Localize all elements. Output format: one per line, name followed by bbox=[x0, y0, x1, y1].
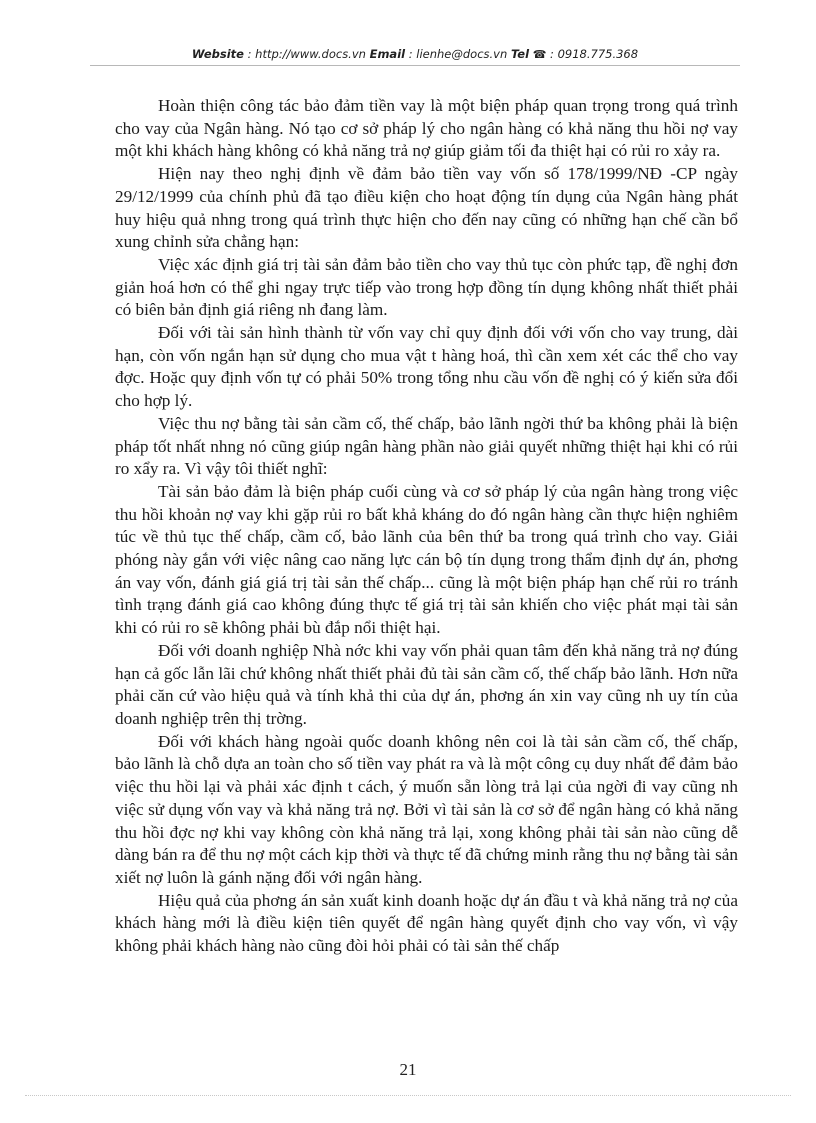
paragraph: Việc thu nợ bằng tài sản cầm cố, thế chấp, bảo lãnh ngời thứ ba không phải là biện pháp tốt nhất nhng nó cũng giúp ngân hàng phần nào giải quyết những thiệt hại khi có rủi ro xẩy ra. Vì vậy tôi thiết nghĩ: bbox=[115, 413, 738, 479]
email-address: : lienhe@docs.vn bbox=[405, 47, 511, 61]
email-label: Email bbox=[369, 47, 406, 61]
website-label: Website bbox=[191, 47, 244, 61]
paragraph: Hoàn thiện công tác bảo đảm tiền vay là một biện pháp quan trọng trong quá trình cho vay của Ngân hàng. Nó tạo cơ sở pháp lý cho ngân hàng có khả năng thu hồi nợ vay một khi khách hàng không có khả năng trả nợ giúp giảm tối đa thiệt hại có rủi ro xảy ra. bbox=[115, 96, 738, 161]
paragraph: Hiện nay theo nghị định về đảm bảo tiền vay vốn số 178/1999/NĐ -CP ngày 29/12/1999 của chính phủ đã tạo điều kiện cho hoạt động tín dụng của Ngân hàng phát huy hiệu quả nhng trong quá trình thực hiện cho đến nay cũng có những hạn chế cần bổ xung chỉnh sửa chẳng hạn: bbox=[115, 164, 738, 252]
phone-number: : 0918.775.368 bbox=[546, 47, 639, 61]
paragraph: Việc xác định giá trị tài sản đảm bảo tiền cho vay thủ tục còn phức tạp, đề nghị đơn giản hoá hơn có thể ghi ngay trực tiếp vào trong hợp đồng tín dụng không nhất thiết phải có biên bản định giá riêng nh đang làm. bbox=[115, 254, 738, 320]
phone-icon: ☎ bbox=[532, 48, 547, 61]
page-number: 21 bbox=[399, 1060, 417, 1079]
website-url: : http://www.docs.vn bbox=[243, 47, 370, 61]
paragraph: Tài sản bảo đảm là biện pháp cuối cùng và cơ sở pháp lý của ngân hàng trong việc thu hồi khoản nợ vay khi gặp rủi ro bất khả kháng do đó ngân hàng cần thực hiện nghiêm túc về thủ tục thế chấp, cầm cố, bảo lãnh của bên thứ ba trong quá trình cho vay. Giải phóng này gắn với việc nâng cao năng lực cán bộ tín dụng trong thẩm định dự án, phơng án vay vốn, đánh giá giá trị tài sản thế chấp... cũng là một biện pháp hạn chế rủi ro tránh tình trạng đánh giá cao không đúng thực tế giá trị tài sản khiến cho việc phát mại tài sản khi có rủi ro sẽ không phải bù đắp nổi thiệt hại. bbox=[115, 481, 738, 638]
paragraph: Đối với doanh nghiệp Nhà nớc khi vay vốn phải quan tâm đến khả năng trả nợ đúng hạn cả gốc lẫn lãi chứ không nhất thiết phải đủ tài sản cầm cố, thế chấp bảo lãnh. Hơn nữa phải căn cứ vào hiệu quả và tính khả thi của dự án, phơng án xin vay cũng nh uy tín của doanh nghiệp trên thị trờng. bbox=[115, 640, 738, 728]
page-bottom-divider bbox=[25, 1095, 791, 1096]
header-divider bbox=[90, 65, 740, 66]
paragraph: Đối với khách hàng ngoài quốc doanh không nên coi là tài sản cầm cố, thế chấp, bảo lãnh là chỗ dựa an toàn cho số tiền vay phát ra và là một công cụ duy nhất để đảm bảo việc thu hồi lại và phải xác định t cách, ý muốn sẵn lòng trả lại của ngời đi vay cũng nh việc sử dụng vốn vay và khả năng trả nợ. Bởi vì tài sản là cơ sở để ngân hàng có khả năng thu hồi đợc nợ khi vay không còn khả năng trả lại, xong không phải tài sản nào cũng dễ dàng bán ra để thu nợ một cách kịp thời và thực tế đã chứng minh rằng thu nợ bằng tài sản xiết nợ luôn là gánh nặng đối với ngân hàng. bbox=[115, 731, 738, 887]
paragraph: Đối với tài sản hình thành từ vốn vay chỉ quy định đối với vốn cho vay trung, dài hạn, còn vốn ngắn hạn sử dụng cho mua vật t hàng hoá, thì cần xem xét các thể cho vay đợc. Hoặc quy định vốn tự có phải 50% trong tổng nhu cầu vốn đề nghị có ý kiến sửa đổi cho hợp lý. bbox=[115, 323, 738, 411]
tel-label: Tel bbox=[510, 47, 530, 61]
paragraph: Hiệu quả của phơng án sản xuất kinh doanh hoặc dự án đầu t và khả năng trả nợ của khách hàng mới là điều kiện tiên quyết để ngân hàng quyết định cho vay vốn, vì vậy không phải khách hàng nào cũng đòi hỏi phải có tài sản thế chấp bbox=[115, 890, 738, 956]
page-header bbox=[90, 47, 740, 61]
body-text bbox=[115, 95, 738, 958]
